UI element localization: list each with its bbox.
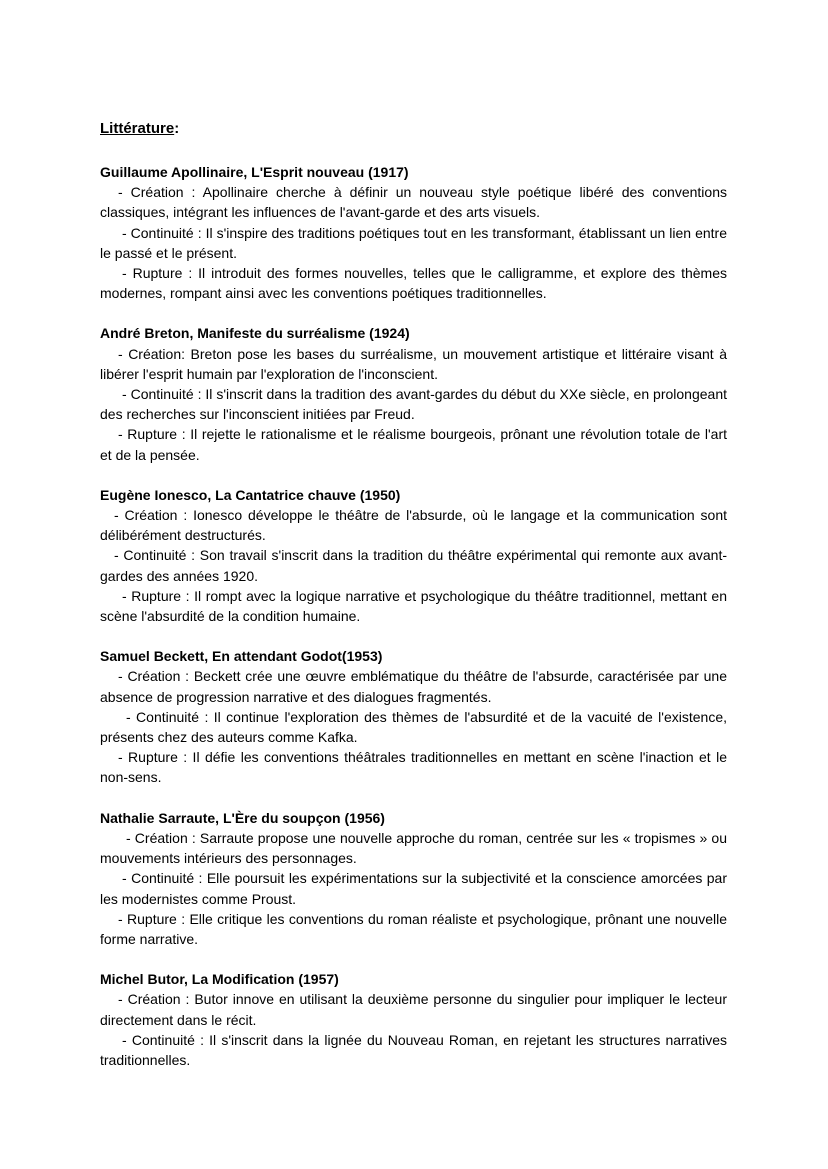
entry-rupture: - Rupture : Elle critique les conventions du roman réaliste et psychologique, prônant une nouvelle forme narrative. bbox=[100, 910, 727, 947]
entry-creation: - Création : Butor innove en utilisant la deuxième personne du singulier pour impliquer le lecteur directement dans le récit. bbox=[100, 991, 727, 1028]
entry-rupture: - Rupture : Il rejette le rationalisme et le réalisme bourgeois, prônant une révolution totale de l'art et de la pensée. bbox=[100, 426, 727, 463]
entry-title: Eugène Ionesco, La Cantatrice chauve (1950) bbox=[100, 486, 401, 503]
entry-title: Samuel Beckett, En attendant Godot(1953) bbox=[100, 648, 383, 665]
entry-butor bbox=[100, 969, 727, 1070]
entry-beckett bbox=[100, 646, 727, 787]
entry-continuite: - Continuité : Il continue l'exploration des thèmes de l'absurdité et de la vacuité de l'existence, présents chez des auteurs comme Kafka. bbox=[100, 708, 727, 746]
entry-rupture: - Rupture : Il introduit des formes nouvelles, telles que le calligramme, et explore des thèmes modernes, rompant ainsi avec les conventions poétiques traditionnelles. bbox=[100, 265, 727, 302]
entry-continuite: - Continuité : Il s'inscrit dans la tradition des avant-gardes du début du XXe siècle, en prolongeant des recherches sur l'inconscient initiées par Freud. bbox=[100, 386, 727, 423]
entry-sarraute bbox=[100, 808, 727, 949]
entry-creation: - Création : Beckett crée une œuvre emblématique du théâtre de l'absurde, caractérisée par une absence de progression narrative et des dialogues fragmentés. bbox=[100, 668, 727, 705]
entry-creation: - Création : Apollinaire cherche à définir un nouveau style poétique libéré des conventions classiques, intégrant les influences de l'avant-garde et des arts visuels. bbox=[100, 184, 727, 221]
entry-rupture: - Rupture : Il rompt avec la logique narrative et psychologique du théâtre traditionnel, mettant en scène l'absurdité de la condition humaine. bbox=[100, 587, 727, 625]
entry-rupture: - Rupture : Il défie les conventions théâtrales traditionnelles en mettant en scène l'inaction et le non-sens. bbox=[100, 749, 727, 786]
entry-continuite: - Continuité : Son travail s'inscrit dans la tradition du théâtre expérimental qui remonte aux avant-gardes des années 1920. bbox=[100, 547, 727, 584]
document-page bbox=[100, 118, 727, 1090]
entry-continuite: - Continuité : Elle poursuit les expérimentations sur la subjectivité et la conscience amorcées par les modernistes comme Proust. bbox=[100, 870, 727, 907]
entry-creation: - Création : Sarraute propose une nouvelle approche du roman, centrée sur les « tropismes » ou mouvements intérieurs des personnages. bbox=[100, 829, 727, 867]
section-heading bbox=[100, 118, 727, 140]
entry-title: Michel Butor, La Modification (1957) bbox=[100, 971, 339, 988]
entry-ionesco bbox=[100, 485, 727, 626]
entry-continuite: - Continuité : Il s'inscrit dans la lignée du Nouveau Roman, en rejetant les structures narratives traditionnelles. bbox=[100, 1031, 727, 1068]
entry-title: Guillaume Apollinaire, L'Esprit nouveau (1917) bbox=[100, 164, 409, 180]
entry-creation: - Création : Ionesco développe le théâtre de l'absurde, où le langage et la communication sont délibérément destructurés. bbox=[100, 507, 727, 544]
entry-title: André Breton, Manifeste du surréalisme (1924) bbox=[100, 325, 410, 342]
entry-title: Nathalie Sarraute, L'Ère du soupçon (1956) bbox=[100, 809, 385, 826]
section-heading-text: Littérature bbox=[100, 120, 175, 137]
entry-apollinaire bbox=[100, 162, 727, 303]
section-heading-colon: : bbox=[174, 120, 180, 137]
entry-breton bbox=[100, 323, 727, 464]
entry-continuite: - Continuité : Il s'inspire des traditions poétiques tout en les transformant, établissant un lien entre le passé et le présent. bbox=[100, 224, 727, 261]
entry-creation: - Création: Breton pose les bases du surréalisme, un mouvement artistique et littéraire visant à libérer l'esprit humain par l'exploration de l'inconscient. bbox=[100, 345, 727, 382]
